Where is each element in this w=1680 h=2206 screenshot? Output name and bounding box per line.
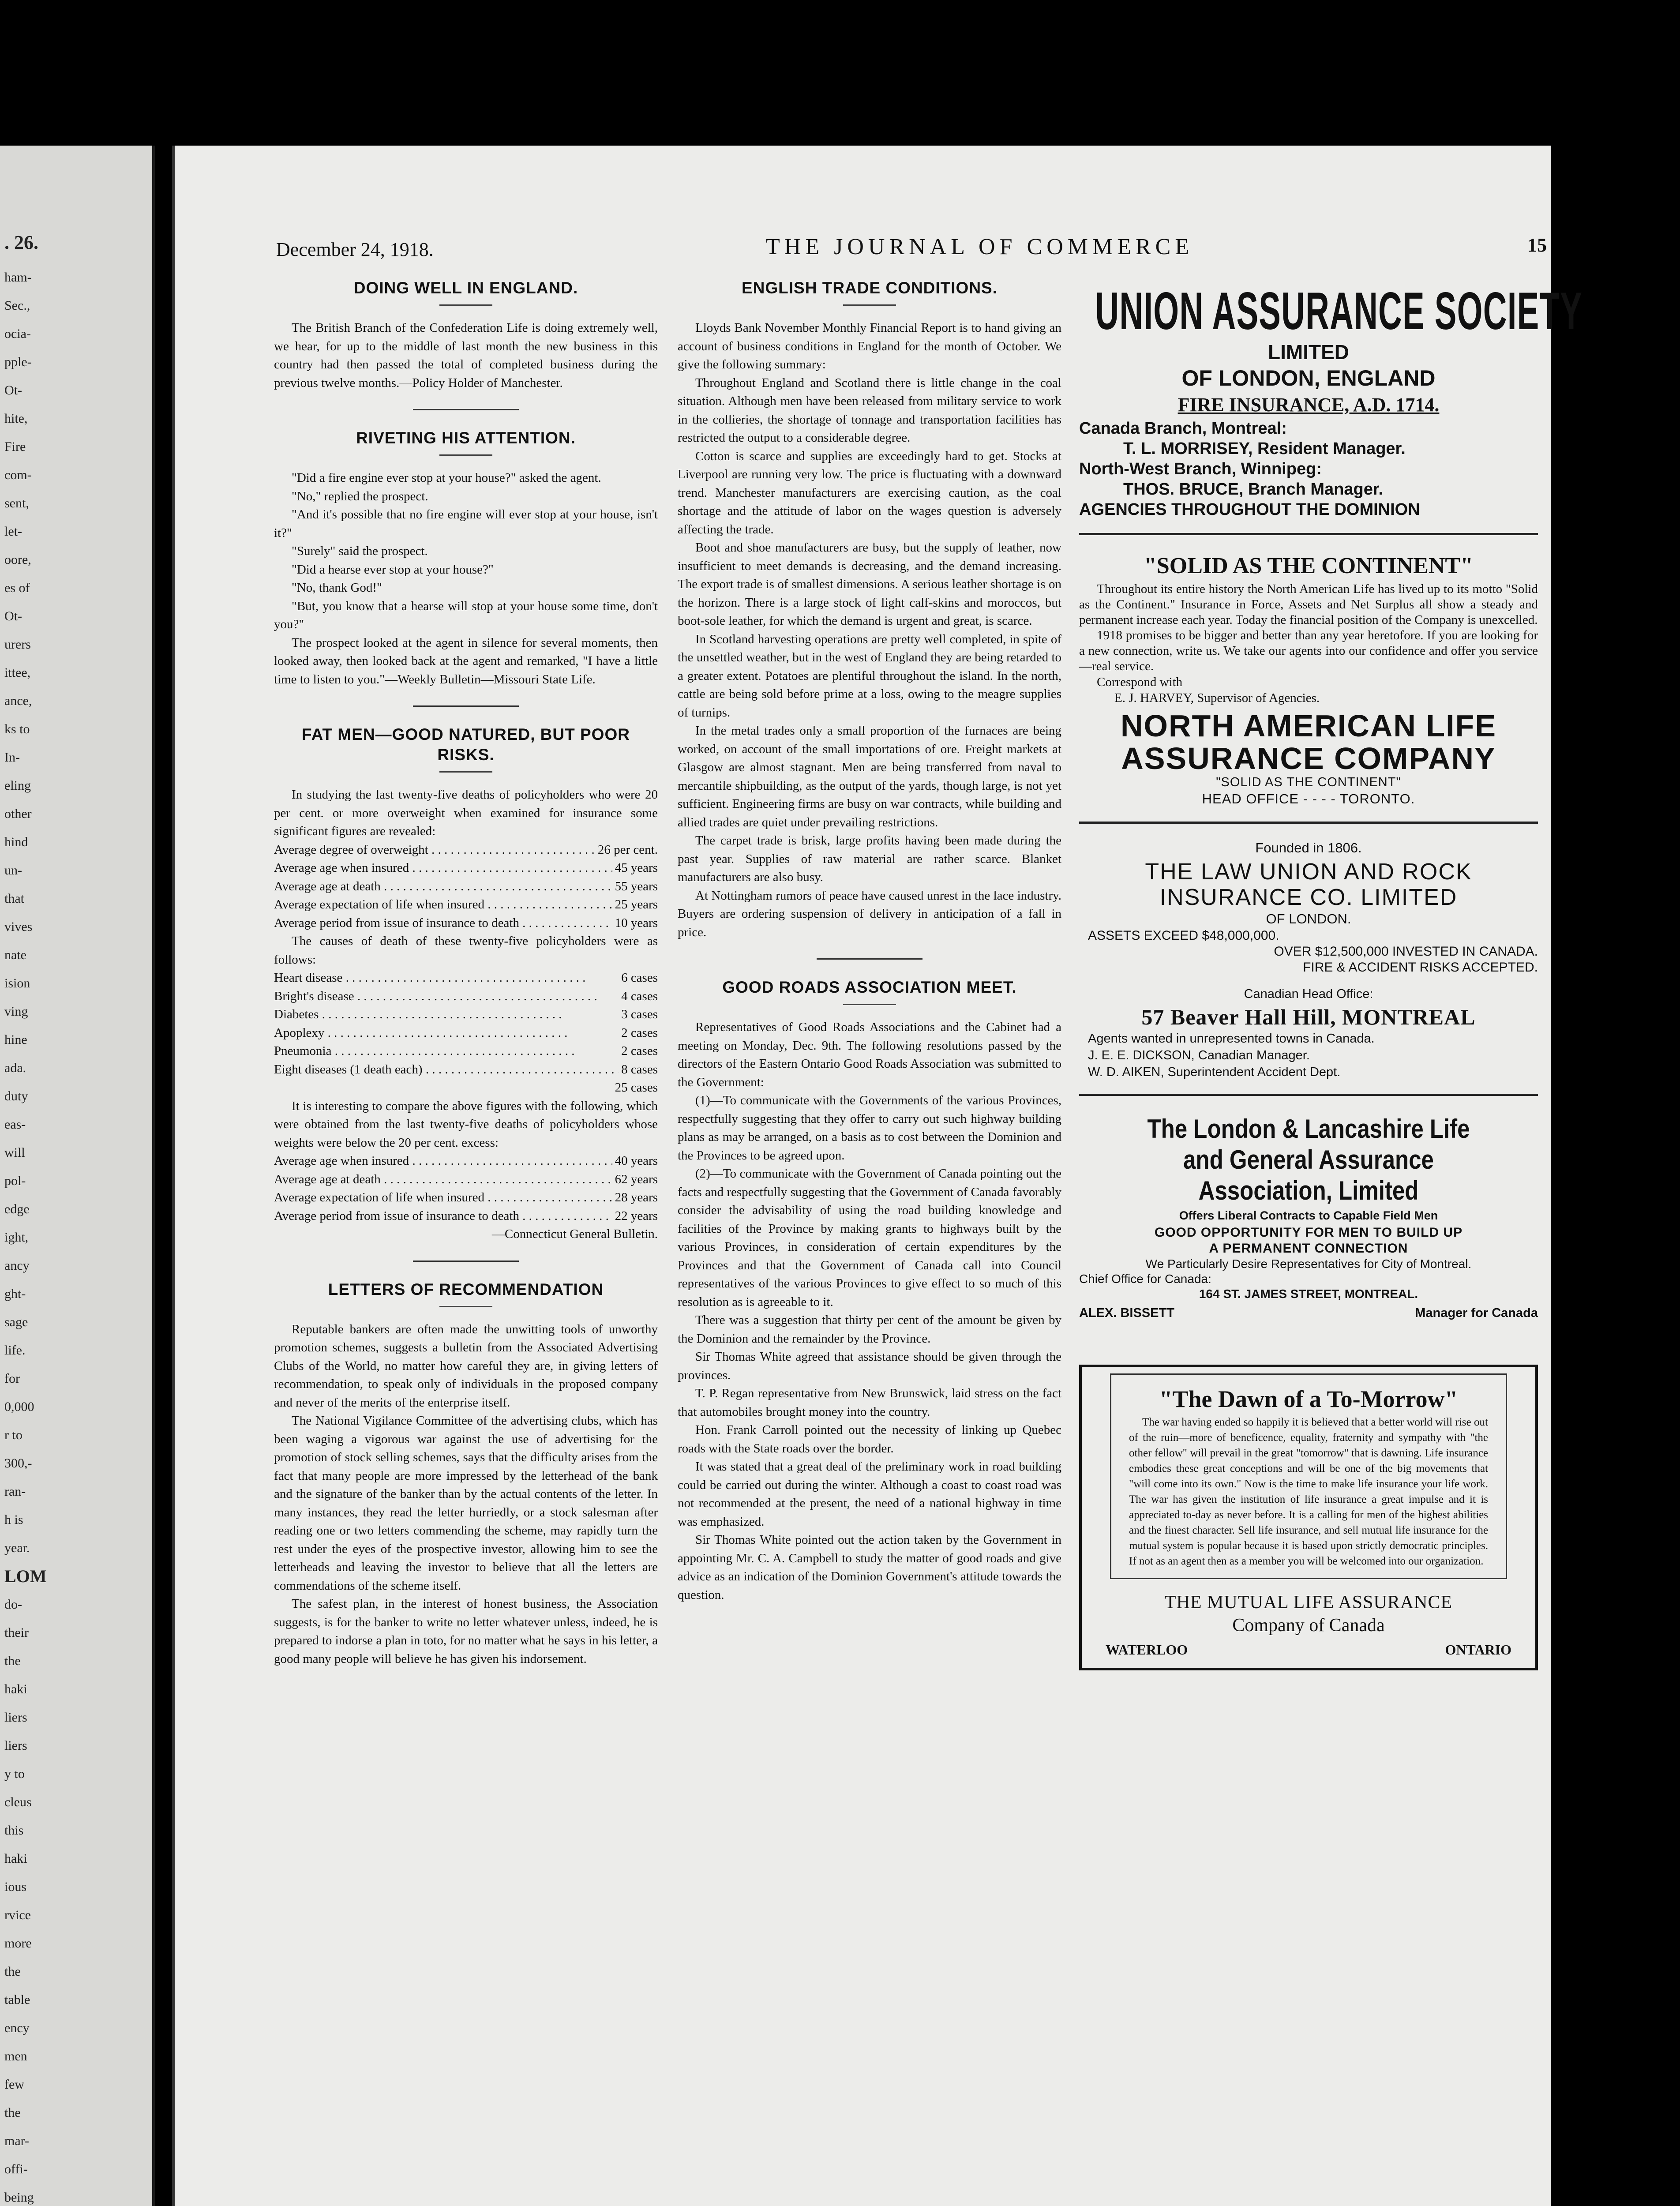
page-fragment-text: few (4, 2077, 24, 2092)
page-fragment-text: ision (4, 976, 30, 990)
article-paragraph: At Nottingham rumors of peace have caused unrest in the lace industry. Buyers are ordering suspension of delivery in anticipation of a fall in price. (678, 888, 1061, 939)
stat-label: Apoplexy . . . (274, 1024, 619, 1043)
stat-label: Pneumonia . . . (274, 1042, 619, 1061)
page-fragment-text: sent, (4, 496, 29, 510)
article-paragraph: The carpet trade is brisk, large profits having been made during the past year. Supplies of raw material are rather scarce. Blanket manufacturers are also busy. (678, 833, 1061, 884)
page-fragment-text: ght- (4, 1287, 26, 1301)
ad-line: Chief Office for Canada: (1079, 1272, 1211, 1286)
ad-line: A PERMANENT CONNECTION (1209, 1241, 1408, 1256)
manager-name: ALEX. BISSETT (1079, 1306, 1174, 1320)
page-fragment-text: year. (4, 1541, 30, 1555)
ad-company-name: ASSURANCE COMPANY (1121, 741, 1496, 776)
article-paragraph: Lloyds Bank November Monthly Financial Report is to hand giving an account of business conditions in England for the month of October. We give the following summary: (678, 321, 1061, 371)
ad-headline: UNION ASSURANCE SOCIETY (1095, 281, 1583, 341)
title-rule (439, 304, 492, 306)
stat-label: Average age when insured . . . (274, 859, 612, 878)
page-fragment-text: ittee, (4, 665, 31, 680)
stat-label: Bright's disease . . . (274, 987, 619, 1006)
article-doing-well (274, 278, 658, 392)
article-paragraph: Reputable bankers are often made the unwitting tools of unworthy promotion schemes, suggests a bulletin from the Associated Advertising Clubs of the World, no matter how careful they are, in giving letters of recommendation, to speak only of individuals in the proposed company and never of the merits of the enterprise itself. (274, 1322, 658, 1410)
ad-law-union-rock (1079, 824, 1538, 1096)
page-fragment-text: haki (4, 1682, 27, 1696)
stat-value: 10 years (615, 915, 658, 930)
ad-line: LIMITED (1268, 341, 1349, 364)
page-fragment-text: 0,000 (4, 1399, 34, 1414)
page-fragment-text: r to (4, 1428, 22, 1442)
stat-row (274, 896, 658, 914)
ad-location-line (1088, 1636, 1529, 1662)
dialogue-line: "And it's possible that no fire engine will ever stop at your house, isn't it?" (274, 507, 658, 540)
stat-label: Average age when insured . . . (274, 1152, 612, 1171)
ad-line: "SOLID AS THE CONTINENT" (1216, 775, 1401, 789)
ad-union-assurance (1079, 278, 1583, 535)
article-paragraph: Throughout England and Scotland there is little change in the coal situation. Although men have been released from military service to work in the collieries, the shortage of tonnage and transportation facilities has restricted the output to a considerable degree. (678, 375, 1061, 445)
page-fragment-text: ran- (4, 1484, 26, 1499)
page-fragment-text: that (4, 891, 24, 906)
page-fragment-text: duty (4, 1089, 28, 1103)
page-fragment-text: hind (4, 835, 28, 849)
ad-company-name: and General Assurance (1183, 1145, 1434, 1174)
page-fragment-text: their (4, 1625, 29, 1640)
page-fragment-text: edge (4, 1202, 30, 1216)
ad-headline: "SOLID AS THE CONTINENT" (1144, 553, 1473, 578)
page-fragment-text: mar- (4, 2134, 30, 2148)
newspaper-page (172, 146, 1583, 2206)
page-header (276, 234, 1547, 269)
page-fragment-text: ancy (4, 1258, 30, 1273)
article-english-trade (678, 278, 1061, 942)
stat-value: 2 cases (621, 1044, 658, 1058)
page-fragment-text: men (4, 2049, 27, 2063)
stat-value: 62 years (615, 1172, 658, 1186)
stat-row (274, 841, 658, 859)
article-paragraph: In Scotland harvesting operations are pretty well completed, in spite of the unsettled weather, but in the west of England they are being retarded to a greater extent. Potatoes are plentiful throughout the island. In the north, cattle are being sold before prime at a loss, owing to the meagre supplies of turnips. (678, 632, 1061, 720)
stat-row (274, 878, 658, 896)
ad-north-american-life (1079, 535, 1538, 824)
stat-label: Average expectation of life when insured . . . (274, 896, 612, 914)
page-fragment-text: 300,- (4, 1456, 32, 1471)
article-title: FAT MEN—GOOD NATURED, BUT POOR RISKS. (302, 725, 630, 764)
article-paragraph: Hon. Frank Carroll pointed out the necessity of linking up Quebec roads with the State roads over the border. (678, 1423, 1061, 1456)
masthead-title: THE JOURNAL OF COMMERCE (766, 234, 1194, 259)
page-fragment-text: ham- (4, 270, 32, 285)
article-paragraph: The safest plan, in the interest of honest business, the Association suggests, is for the banker to write no letter whatever unless, indeed, he is prepared to indorse a plan in toto, for no matter what he says in his letter, a good many people will believe he has given his indorsement. (274, 1597, 658, 1666)
stat-value: 25 years (615, 897, 658, 912)
page-fragment-text: es of (4, 581, 30, 595)
stat-value: 40 years (615, 1154, 658, 1168)
page-fragment-text: life. (4, 1343, 26, 1358)
ad-company-name: The London & Lancashire Life (1147, 1114, 1470, 1144)
ad-line: GOOD OPPORTUNITY FOR MEN TO BUILD UP (1154, 1225, 1463, 1240)
ad-line: OVER $12,500,000 INVESTED IN CANADA. (1274, 944, 1538, 959)
page-fragment-text: h is (4, 1512, 23, 1527)
article-paragraph: (1)—To communicate with the Governments of the various Provinces, respectfully suggesting that they offer to carry out such highway building plans as may be arranged, on a basis as to cost between the Dominion and the Provinces to be agreed upon. (678, 1093, 1061, 1163)
article-paragraph: Boot and shoe manufacturers are busy, but the supply of leather, now insufficient to meet demands is decreasing, and the demand increasing. The export trade is of smallest dimensions. A serious leather shortage is on the horizon. There is a large stock of light calf-skins and moroccos, but boot-sole leather, for which the demand is urgent and great, is scarce. (678, 540, 1061, 628)
page-fragment-text: the (4, 1654, 21, 1668)
page-fragment-text: ks to (4, 722, 30, 736)
stat-value: 28 years (615, 1190, 658, 1204)
article-paragraph: There was a suggestion that thirty per cent of the amount be given by the Dominion and the remainder by the Province. (678, 1313, 1061, 1346)
stat-value: 22 years (615, 1208, 658, 1223)
page-fragment-text: Ot- (4, 383, 22, 398)
stat-label: Average age at death . . . (274, 1171, 612, 1189)
page-fragment-text: offi- (4, 2162, 28, 2176)
ad-paragraph: The war having ended so happily it is believed that a better world will rise out of the ruin—more of beneficence, equality, fraternity and sympathy with "the other fellow" will prevail in the great "tomorrow" that is dawning. Life insurance embodies these great conceptions and will be one of the big movements that "will come into its own." Now is the time to make life insurance your life work. The war has given the institution of life insurance a great impulse and it is appreciated to-day as never before. It is a calling for men of the highest abilities and the finest character. Sell life insurance, and sell mutual life insurance for the mutual system is popular because it is based upon strictly democratic principles. If not as an agent then as a member you will be welcomed into our organization. (1129, 1416, 1488, 1567)
ad-headline: "The Dawn of a To-Morrow" (1159, 1386, 1458, 1412)
ad-company-name: NORTH AMERICAN LIFE (1120, 709, 1497, 743)
dialogue-line: "Did a fire engine ever stop at your house?" asked the agent. (292, 471, 601, 485)
ad-mutual-life (1079, 1365, 1538, 1670)
article-title: LETTERS OF RECOMMENDATION (328, 1280, 604, 1298)
page-fragment-text: eling (4, 778, 31, 793)
ad-manager-line (1079, 1306, 1538, 1321)
dialogue-line: The prospect looked at the agent in silence for several moments, then looked away, then looked back at the agent and remarked, "I have a little time to listen to you."—Weekly Bulletin—Missouri State Life. (274, 635, 658, 687)
stat-value: 45 years (615, 861, 658, 875)
ad-line: OF LONDON, ENGLAND (1181, 366, 1436, 390)
page-fragment-text: ency (4, 2021, 30, 2035)
stats-table-overweight (274, 841, 658, 933)
column-3-advertisements (1079, 278, 1583, 1670)
page-fragment-text: will (4, 1145, 25, 1160)
ad-line: North-West Branch, Winnipeg: (1079, 460, 1322, 478)
stat-row (274, 1152, 658, 1171)
stat-label: Diabetes . . . (274, 1005, 619, 1024)
ad-line: W. D. AIKEN, Superintendent Accident Dept. (1088, 1065, 1341, 1079)
article-title: RIVETING HIS ATTENTION. (356, 429, 576, 447)
page-fragment-text: oore, (4, 552, 31, 567)
article-paragraph: Cotton is scarce and supplies are exceedingly hard to get. Stocks at Liverpool are running very low. The price is fluctuating with a downward trend. Manchester manufacturers are exercising caution, as the coal shortage and the attitude of labor on the wages question is adversely affecting the trade. (678, 449, 1061, 536)
article-title: GOOD ROADS ASSOCIATION MEET. (722, 978, 1017, 996)
page-fragment-text: y to (4, 1767, 25, 1781)
ad-line: Correspond with (1097, 675, 1183, 689)
ad-line: Agents wanted in unrepresented towns in Canada. (1088, 1032, 1375, 1046)
page-fragment-text: liers (4, 1710, 27, 1725)
stat-value: 26 per cent. (597, 842, 658, 857)
stat-value: 8 cases (621, 1062, 658, 1077)
article-good-roads (678, 977, 1061, 1604)
ad-company-name: Association, Limited (1198, 1176, 1419, 1205)
ad-company-name: THE LAW UNION AND ROCK (1145, 859, 1472, 885)
title-rule (439, 1306, 492, 1307)
ad-line: E. J. HARVEY, Supervisor of Agencies. (1114, 691, 1320, 705)
page-fragment-text: hine (4, 1032, 27, 1047)
page-fragment-text: nate (4, 948, 26, 962)
article-body: The British Branch of the Confederation Life is doing extremely well, we hear, for up to the middle of last month the new business in this country had then passed the total of completed business during the previous twelve months.—Policy Holder of Manchester. (274, 321, 658, 390)
page-fragment-text: ocia- (4, 326, 31, 341)
article-letters (274, 1279, 658, 1669)
stat-row (274, 1061, 658, 1079)
page-fragment-text: do- (4, 1597, 22, 1612)
ad-line: FIRE & ACCIDENT RISKS ACCEPTED. (1303, 960, 1538, 975)
ad-london-lancashire (1079, 1096, 1538, 1334)
ad-paragraph: 1918 promises to be bigger and better than any year heretofore. If you are looking for a new connection, write us. We take our agents into our confidence and offer you service—real service. (1079, 628, 1538, 673)
stat-label: Average period from issue of insurance to death . . . (274, 914, 612, 933)
ad-province: ONTARIO (1445, 1642, 1511, 1658)
compare-paragraph: It is interesting to compare the above figures with the following, which were obtained from the last twenty-five deaths of policyholders whose weights were below the 20 per cent. excess: (274, 1099, 658, 1150)
article-divider (413, 1261, 519, 1262)
ad-line: HEAD OFFICE - - - - TORONTO. (1202, 791, 1415, 807)
page-fragment-text: pol- (4, 1174, 26, 1188)
page-fragment-text: let- (4, 524, 22, 539)
stat-label: Heart disease . . . (274, 969, 619, 987)
ad-line: T. L. MORRISEY, Resident Manager. (1123, 439, 1406, 458)
article-paragraph: Representatives of Good Roads Associations and the Cabinet had a meeting on Monday, Dec. 9th. The following resolutions passed by the directors of the Eastern Ontario Good Roads Association was submitted to the Government: (678, 1020, 1061, 1089)
causes-table (274, 969, 658, 1079)
manager-title: Manager for Canada (1415, 1306, 1538, 1320)
stat-value: 2 cases (621, 1025, 658, 1040)
stat-value: 55 years (615, 879, 658, 893)
dialogue-line: "But, you know that a hearse will stop at your house some time, don't you?" (274, 599, 658, 631)
ad-line: AGENCIES THROUGHOUT THE DOMINION (1079, 500, 1420, 519)
stat-label: Average age at death . . . (274, 878, 612, 896)
ad-paragraph: Throughout its entire history the North American Life has lived up to its motto "Solid as the Continent." Insurance in Force, Assets and Net Surplus all show a steady and permanent increase each year. Today the financial position of the Company is unexcelled. (1079, 582, 1538, 627)
article-title: ENGLISH TRADE CONDITIONS. (741, 279, 998, 297)
column-2 (678, 278, 1061, 1621)
ad-company-name: INSURANCE CO. LIMITED (1159, 885, 1458, 910)
ad-line: ASSETS EXCEED $48,000,000. (1088, 928, 1279, 943)
stat-row (274, 1171, 658, 1189)
header-date: December 24, 1918. (276, 239, 434, 260)
page-fragment-text: ving (4, 1004, 28, 1019)
page-fragment-text: eas- (4, 1117, 26, 1132)
article-paragraph: In the metal trades only a small proportion of the furnaces are being worked, on account of the small importations of ore. Freight markets at Glasgow are almost stagnant. Men are being transferred from naval to mercantile shipbuilding, as the output of the yards, though large, is not yet sufficient. Engineering firms are busy on war contracts, while building and allied trades are quiet under prevailing restrictions. (678, 724, 1061, 829)
page-fragment-text: ada. (4, 1061, 26, 1075)
page-fragment-text: haki (4, 1851, 27, 1866)
ad-address: 164 ST. JAMES STREET, MONTREAL. (1199, 1287, 1418, 1301)
stat-row (274, 969, 658, 987)
column-1 (274, 278, 658, 1685)
page-fragment-text: being (4, 2190, 34, 2205)
page-fragment-text: un- (4, 863, 22, 878)
article-intro: In studying the last twenty-five deaths of policyholders who were 20 per cent. or more overweight when examined for insurance some significant figures are revealed: (274, 788, 658, 838)
stat-row (274, 1005, 658, 1024)
page-fragment-text: ight, (4, 1230, 29, 1245)
page-fragment-text: LOM (4, 1566, 47, 1586)
article-paragraph: Sir Thomas White agreed that assistance should be given through the provinces. (678, 1350, 1061, 1382)
stat-label: Average expectation of life when insured . . . (274, 1189, 612, 1207)
ad-line: OF LONDON. (1266, 911, 1351, 927)
ad-line: Founded in 1806. (1255, 840, 1362, 855)
article-body (274, 469, 658, 689)
causes-intro: The causes of death of these twenty-five policyholders were as follows: (274, 934, 658, 967)
stat-value: 3 cases (621, 1007, 658, 1021)
page-fragment-text: the (4, 2105, 21, 2120)
article-paragraph: The National Vigilance Committee of the advertising clubs, which has been waging a vigorous war against the use of advertising for the promotion of stock selling schemes, says that the difficulty arises from the fact that many people are more impressed by the letterhead of the bank and the signature of the banker than by the actual contents of the letter. In many instances, they read the letter hurriedly, or a stock salesman after reading one or two letters commending the scheme, may rapidly turn the rest under the eyes of the prospective investor, allowing him to see the letterheads and leaving the investor to believe that all the letters are commendations of the scheme itself. (274, 1414, 658, 1593)
dialogue-line: "No," replied the prospect. (292, 489, 428, 503)
article-paragraph: T. P. Regan representative from New Brunswick, laid stress on the fact that automobiles brought money into the country. (678, 1386, 1061, 1419)
stat-row (274, 1042, 658, 1061)
article-divider (817, 958, 922, 960)
title-rule (843, 304, 896, 306)
ad-line: We Particularly Desire Representatives for City of Montreal. (1145, 1257, 1472, 1271)
article-paragraph: It was stated that a great deal of the preliminary work in road building could be carried out during the winter. Although a coast to coast road was not recommended at the present, the need of a national highway in time was emphasized. (678, 1459, 1061, 1529)
causes-total: 25 cases (615, 1080, 658, 1095)
stat-label: Eight diseases (1 death each) . . . (274, 1061, 619, 1079)
page-fragment-text: . 26. (4, 232, 38, 253)
page-number: 15 (1527, 234, 1547, 256)
dialogue-line: "Surely" said the prospect. (292, 544, 428, 558)
page-fragment-text: Sec., (4, 298, 30, 313)
ad-company-name: THE MUTUAL LIFE ASSURANCE (1164, 1592, 1453, 1613)
ad-line: FIRE INSURANCE, A.D. 1714. (1178, 394, 1440, 416)
page-fragment-text: rvice (4, 1908, 31, 1922)
article-divider (413, 409, 519, 410)
dialogue-line: "Did a hearse ever stop at your house?" (292, 562, 494, 577)
ad-line: THOS. BRUCE, Branch Manager. (1123, 480, 1384, 499)
page-fragment-text: this (4, 1823, 24, 1838)
ad-company-name: Company of Canada (1232, 1615, 1385, 1636)
page-fragment-text: the (4, 1964, 21, 1979)
article-divider (413, 705, 519, 707)
stat-label: Average period from issue of insurance to death . . . (274, 1207, 612, 1226)
page-fragment-text: more (4, 1936, 32, 1951)
page-fragment-text: Ot- (4, 609, 22, 623)
page-fragment-text: urers (4, 637, 31, 652)
page-fragment-text: com- (4, 468, 32, 482)
ad-line: Canadian Head Office: (1244, 987, 1373, 1001)
page-fragment-text: liers (4, 1738, 27, 1753)
title-rule (439, 454, 492, 456)
article-fat-men (274, 724, 658, 1244)
article-paragraph: (2)—To communicate with the Government of Canada pointing out the facts and respectfully suggesting that the Government of Canada favorably consider the advisability of using the road building knowledge and facilities of the Province by making grants to highways built by the various Provinces, in consideration of certain expenditures by the Provinces and that the Government of Canada call into Council representatives of the various Provinces to give effect to so much of this resolution as is agreeable to it. (678, 1167, 1061, 1309)
page-fragment-text: ious (4, 1880, 27, 1894)
page-fragment-text: hite, (4, 411, 28, 426)
ad-inner-box (1110, 1373, 1507, 1579)
ad-city: WATERLOO (1106, 1642, 1188, 1658)
stat-row (274, 1207, 658, 1226)
page-fragment-text: cleus (4, 1795, 32, 1809)
page-fragment-text: vives (4, 919, 33, 934)
page-fragment-text: ance, (4, 694, 32, 708)
page-fragment-text: for (4, 1371, 20, 1386)
article-source: —Connecticut General Bulletin. (491, 1227, 658, 1241)
article-paragraph: Sir Thomas White pointed out the action taken by the Government in appointing Mr. C. A. Campbell to study the matter of good roads and give advice as an indication of the Dominion Government's attitude towards the question. (678, 1533, 1061, 1602)
stat-row (274, 987, 658, 1006)
ad-line: J. E. E. DICKSON, Canadian Manager. (1088, 1048, 1310, 1062)
stat-row (274, 914, 658, 933)
stat-value: 6 cases (621, 971, 658, 985)
adjacent-page-fragment (0, 146, 155, 2206)
article-riveting (274, 428, 658, 689)
ad-line: Offers Liberal Contracts to Capable Field Men (1179, 1209, 1438, 1222)
page-fragment-text: table (4, 1992, 30, 2007)
title-rule (439, 771, 492, 773)
ad-address: 57 Beaver Hall Hill, MONTREAL (1141, 1005, 1476, 1029)
page-fragment-text: sage (4, 1315, 28, 1329)
stat-row (274, 859, 658, 878)
article-title: DOING WELL IN ENGLAND. (353, 279, 578, 297)
title-rule (843, 1004, 896, 1005)
stats-table-normal (274, 1152, 658, 1225)
stat-value: 4 cases (621, 989, 658, 1003)
dialogue-line: "No, thank God!" (292, 581, 382, 595)
page-fragment-text: pple- (4, 355, 32, 369)
page-fragment-text: In- (4, 750, 20, 765)
page-fragment-text: other (4, 807, 32, 821)
stat-label: Average degree of overweight . . . (274, 841, 595, 859)
ad-line: Canada Branch, Montreal: (1079, 419, 1287, 438)
stat-row (274, 1024, 658, 1043)
stat-row (274, 1189, 658, 1207)
page-fragment-text: Fire (4, 439, 26, 454)
